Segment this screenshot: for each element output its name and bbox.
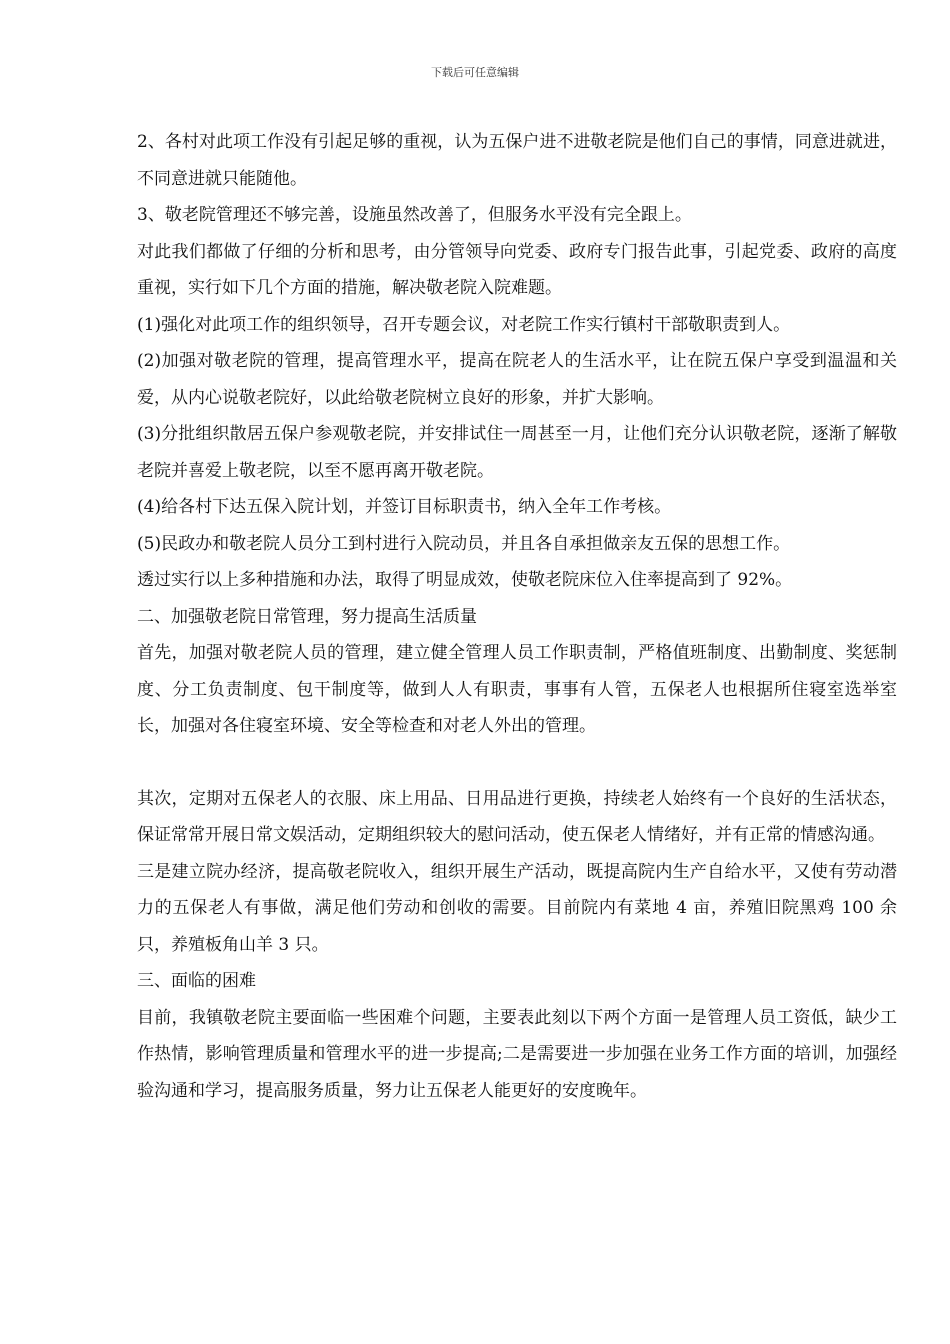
document-body <box>137 124 897 1109</box>
section-heading-daily-management: 二、加强敬老院日常管理，努力提高生活质量 <box>137 606 477 627</box>
paragraph-measure-1: (1)强化对此项工作的组织领导，召开专题会议，对老院工作实行镇村干部敬职责到人。 <box>137 314 791 335</box>
paragraph-management-imperfect: 3、敬老院管理还不够完善，设施虽然改善了，但服务水平没有完全跟上。 <box>137 205 692 225</box>
paragraph-difficulties: 目前，我镇敬老院主要面临一些困难个问题，主要表此刻以下两个方面一是管理人员工资低，缺少工作热情，影响管理质量和管理水平的进一步提高;二是需要进一步加强在业务工作方面的培训，加强经验沟通和学习，提高服务质量，努力让五保老人能更好的安度晚年。 <box>137 1007 897 1101</box>
paragraph-first-staff-management: 首先，加强对敬老院人员的管理，建立健全管理人员工作职责制，严格值班制度、出勤制度、奖惩制度、分工负责制度、包干制度等，做到人人有职责，事事有人管，五保老人也根据所住寝室选举室长，加强对各住寝室环境、安全等检查和对老人外出的管理。 <box>137 643 897 736</box>
paragraph-second-living: 其次，定期对五保老人的衣服、床上用品、日用品进行更换，持续老人始终有一个良好的生活状态，保证常常开展日常文娱活动，定期组织较大的慰问活动，使五保老人情绪好，并有正常的情感沟通。 <box>137 788 897 845</box>
paragraph-analysis-measures: 对此我们都做了仔细的分析和思考，由分管领导向党委、政府专门报告此事，引起党委、政府的高度重视，实行如下几个方面的措施，解决敬老院入院难题。 <box>137 241 897 298</box>
paragraph-results: 透过实行以上多种措施和办法，取得了明显成效，使敬老院床位入住率提高到了 92%。 <box>137 570 793 590</box>
paragraph-village-neglect: 2、各村对此项工作没有引起足够的重视，认为五保户进不进敬老院是他们自己的事情，同意进就进，不同意进就只能随他。 <box>137 132 897 189</box>
paragraph-measure-4: (4)给各村下达五保入院计划，并签订目标职责书，纳入全年工作考核。 <box>137 497 672 517</box>
page-header: 下载后可任意编辑 <box>431 66 519 79</box>
paragraph-measure-3: (3)分批组织散居五保户参观敬老院，并安排试住一周甚至一月，让他们充分认识敬老院，逐渐了解敬老院并喜爱上敬老院，以至不愿再离开敬老院。 <box>137 424 897 481</box>
paragraph-measure-2: (2)加强对敬老院的管理，提高管理水平，提高在院老人的生活水平，让在院五保户享受到温温和关爱，从内心说敬老院好，以此给敬老院树立良好的形象，并扩大影响。 <box>137 351 897 408</box>
paragraph-third-economy: 三是建立院办经济，提高敬老院收入，组织开展生产活动，既提高院内生产自给水平，又使有劳动潜力的五保老人有事做，满足他们劳动和创收的需要。目前院内有菜地 4 亩，养殖旧院黑鸡 100 余只，养殖板角山羊 3 只。 <box>137 861 897 955</box>
blank-line <box>137 745 897 781</box>
paragraph-measure-5: (5)民政办和敬老院人员分工到村进行入院动员，并且各自承担做亲友五保的思想工作。 <box>137 533 791 554</box>
section-heading-difficulties: 三、面临的困难 <box>137 971 256 991</box>
